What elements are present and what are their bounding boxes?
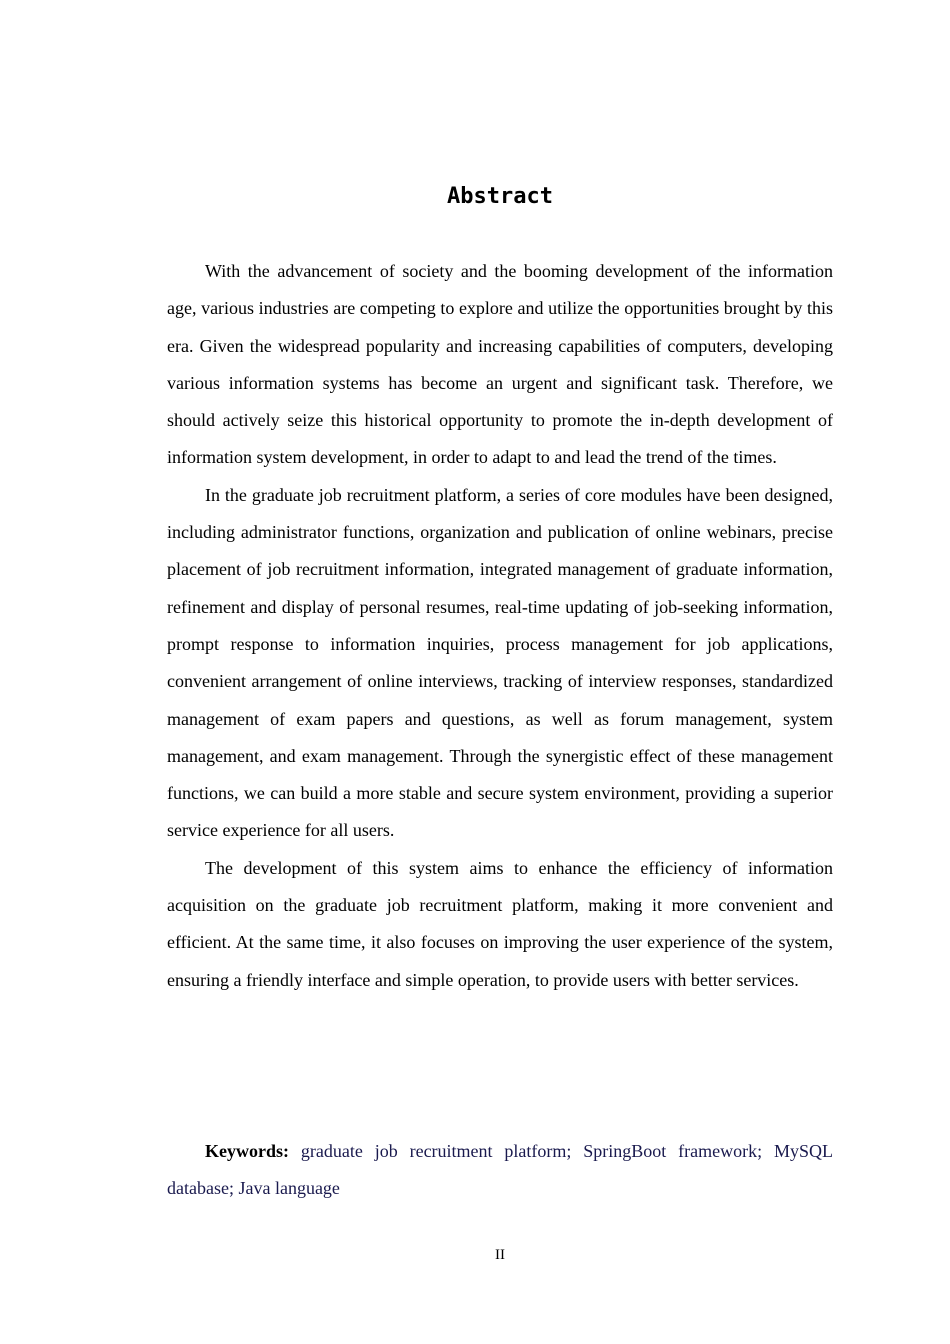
keywords-text: graduate job recruitment platform; SpringBoot framework; MySQL database; Java language xyxy=(167,1141,834,1199)
abstract-body xyxy=(167,253,833,999)
keywords-line xyxy=(167,1133,833,1208)
page-number: II xyxy=(495,1247,505,1263)
abstract-paragraph-1: With the advancement of society and the booming development of the information age, various industries are competing to explore and utilize the opportunities brought by this era. Given the widespread popularity and increasing capabilities of computers, developing various information systems has become an urgent and significant task. Therefore, we should actively seize this historical opportunity to promote the in-depth development of information system development, in order to adapt to and lead the trend of the times. xyxy=(167,261,833,468)
abstract-paragraph-2: In the graduate job recruitment platform, a series of core modules have been designed, including administrator functions, organization and publication of online webinars, precise placement of job recruitment information, integrated management of graduate information, refinement and display of personal resumes, real-time updating of job-seeking information, prompt response to information inquiries, process management for job applications, convenient arrangement of online interviews, tracking of interview responses, standardized management of exam papers and questions, as well as forum management, system management, and exam management. Through the synergistic effect of these management functions, we can build a more stable and secure system environment, providing a superior service experience for all users. xyxy=(167,484,833,841)
keywords-label: Keywords: xyxy=(205,1141,289,1161)
abstract-paragraph-3: The development of this system aims to enhance the efficiency of information acquisition on the graduate job recruitment platform, making it more convenient and efficient. At the same time, it also focuses on improving the user experience of the system, ensuring a friendly interface and simple operation, to provide users with better services. xyxy=(167,857,833,990)
abstract-title: Abstract xyxy=(447,184,553,209)
